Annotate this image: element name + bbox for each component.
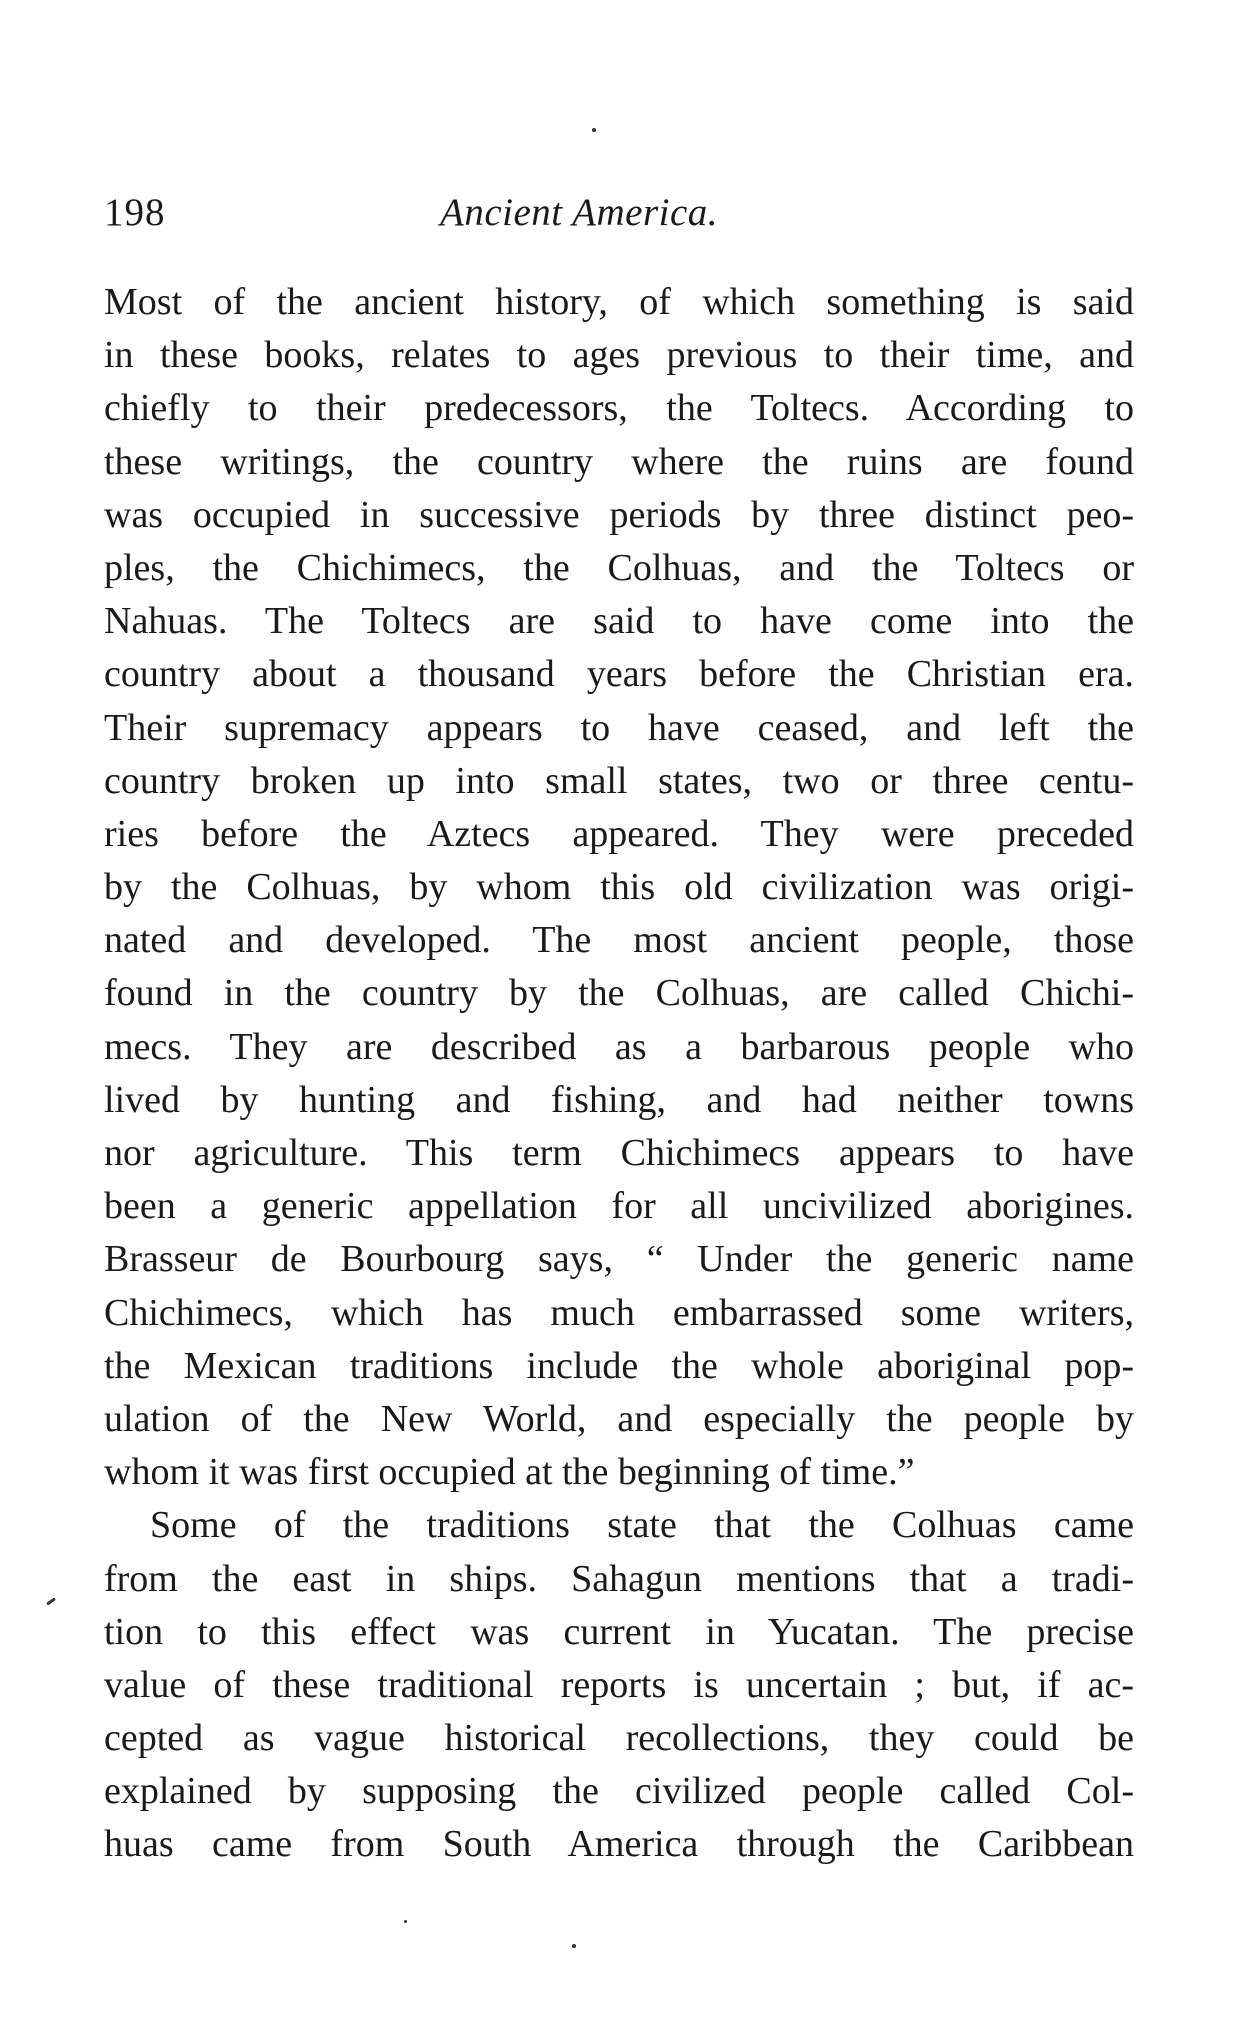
- text-line: Brasseur de Bourbourg says, “ Under the generic name: [104, 1238, 1134, 1281]
- text-line: chiefly to their predecessors, the Toltecs. According to: [104, 387, 1134, 430]
- text-line: explained by supposing the civilized people called Col-: [104, 1770, 1134, 1813]
- text-line: country about a thousand years before the Christian era.: [104, 653, 1134, 696]
- text-line: these writings, the country where the ruins are found: [104, 440, 1134, 483]
- text-line: mecs. They are described as a barbarous people who: [104, 1025, 1134, 1068]
- text-line: Most of the ancient history, of which something is said: [104, 281, 1134, 323]
- page-number: 198: [104, 191, 166, 234]
- text-line: tion to this effect was current in Yucatan. The precise: [104, 1610, 1134, 1653]
- text-line: been a generic appellation for all uncivilized aborigines.: [104, 1185, 1134, 1228]
- text-line: ries before the Aztecs appeared. They were preceded: [104, 812, 1134, 855]
- text-line: country broken up into small states, two or three centu-: [104, 759, 1134, 802]
- text-line: value of these traditional reports is uncertain ; but, if ac-: [104, 1663, 1134, 1706]
- text-line: Nahuas. The Toltecs are said to have come into the: [104, 600, 1134, 643]
- running-head: [104, 188, 1134, 238]
- text-line: huas came from South America through the Caribbean: [104, 1823, 1134, 1866]
- text-line: lived by hunting and fishing, and had neither towns: [104, 1078, 1134, 1121]
- text-line: Some of the traditions state that the Colhuas came: [150, 1504, 1134, 1547]
- text-line: from the east in ships. Sahagun mentions that a tradi-: [104, 1557, 1134, 1600]
- text-line: the Mexican traditions include the whole aboriginal pop-: [104, 1344, 1134, 1387]
- text-line: nated and developed. The most ancient people, those: [104, 919, 1134, 962]
- text-line: was occupied in successive periods by three distinct peo-: [104, 493, 1134, 536]
- scan-speck: [46, 1597, 56, 1605]
- text-line: in these books, relates to ages previous to their time, and: [104, 334, 1134, 377]
- body-text: [104, 276, 1134, 1872]
- text-line: by the Colhuas, by whom this old civilization was origi-: [104, 866, 1134, 909]
- text-line: ples, the Chichimecs, the Colhuas, and the Toltecs or: [104, 546, 1134, 589]
- text-line: Chichimecs, which has much embarrassed some writers,: [104, 1291, 1134, 1334]
- text-line: found in the country by the Colhuas, are called Chichi-: [104, 972, 1134, 1015]
- scan-speck: [592, 128, 596, 132]
- text-line: cepted as vague historical recollections, they could be: [104, 1717, 1134, 1760]
- text-line: ulation of the New World, and especially the people by: [104, 1397, 1134, 1440]
- text-line: Their supremacy appears to have ceased, and left the: [104, 706, 1134, 749]
- running-title: Ancient America.: [440, 191, 719, 234]
- text-line: nor agriculture. This term Chichimecs appears to have: [104, 1132, 1134, 1174]
- scan-speck: [572, 1944, 576, 1948]
- text-line: whom it was first occupied at the beginning of time.”: [104, 1451, 915, 1494]
- scan-speck: [404, 1920, 407, 1923]
